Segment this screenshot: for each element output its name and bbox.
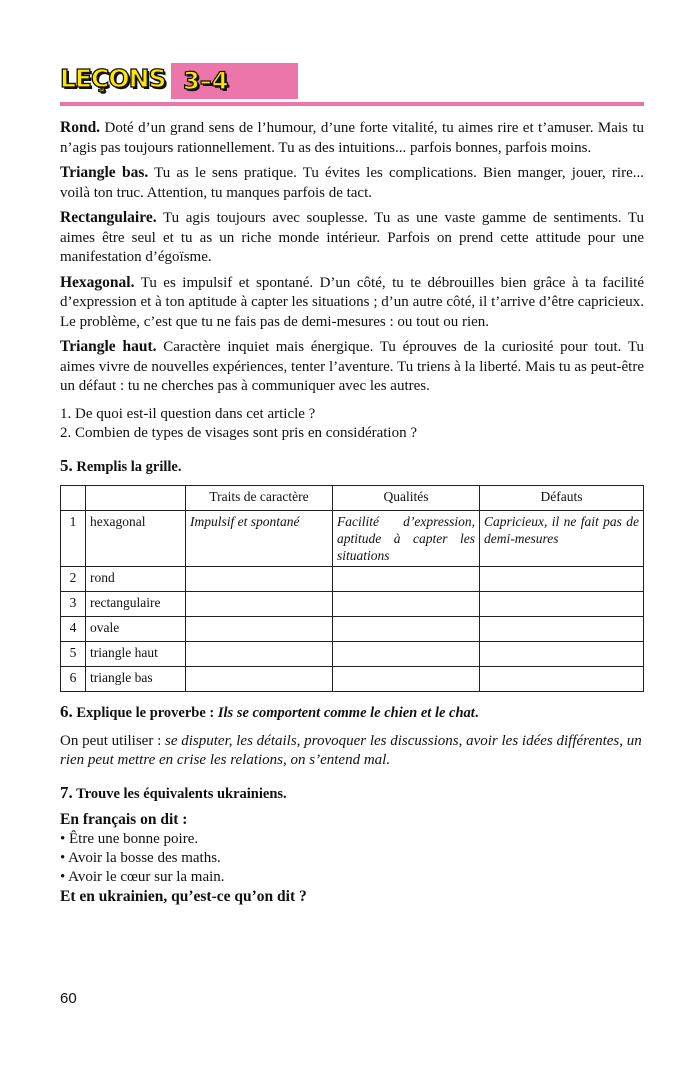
question-2: 2. Combien de types de visages sont pris en considération ?	[60, 425, 418, 441]
table-row	[61, 567, 644, 592]
questions-list	[60, 405, 644, 444]
exercise-number: 6.	[60, 702, 73, 721]
row-defects[interactable]	[480, 617, 644, 642]
proverb: Ils se comportent comme le chien et le chat	[217, 705, 475, 721]
description: Tu as le sens pratique. Tu évites les complications. Bien manger, jouer, rire... voilà ton truc. Attention, tu manques parfois de tact.	[60, 165, 644, 201]
row-qualities[interactable]	[333, 667, 480, 692]
term: Rond.	[60, 119, 101, 136]
description: Tu agis toujours avec souplesse. Tu as une vaste gamme de sentiments. Tu aimes être seul et tu as un riche monde intérieur. Parfois on prend cette attitude pour une manifestation d’égoïsme.	[60, 210, 644, 265]
term: Rectangulaire.	[60, 209, 157, 226]
row-traits[interactable]	[186, 642, 333, 667]
term: Triangle bas.	[60, 164, 149, 181]
french-heading: En français on dit :	[60, 811, 188, 828]
description: Tu es impulsif et spontané. D’un côté, tu te débrouilles bien grâce à ta facilité d’expression et à ton aptitude à capter les situations ; d’un autre côté, il t’arrive d’être capricieux. Le problème, c’est que tu ne fais pas de demi-mesures : ou tout ou rien.	[60, 274, 644, 330]
exercise-5-title	[60, 456, 644, 478]
exercise-instruction: Remplis la grille.	[72, 458, 182, 475]
row-traits[interactable]	[186, 592, 333, 617]
proverb-end: .	[474, 705, 479, 721]
lessons-title: LEÇONS	[60, 64, 166, 93]
table-row	[61, 592, 644, 617]
row-index: 3	[61, 592, 86, 617]
row-shape: triangle haut	[86, 642, 186, 667]
row-defects[interactable]: Capricieux, il ne fait pas de demi-mesures	[480, 511, 644, 567]
expressions-list	[60, 830, 644, 887]
hint-items: se disputer, les détails, provoquer les discussions, avoir les idées différentes, un rien peut mettre en crise les relations, on s’entend mal.	[60, 732, 642, 768]
paragraph-triangle-bas	[60, 163, 644, 203]
row-index: 5	[61, 642, 86, 667]
row-shape: rectangulaire	[86, 592, 186, 617]
list-item: • Être une bonne poire.	[60, 830, 199, 847]
header-shape	[86, 486, 186, 511]
table-row	[61, 667, 644, 692]
row-shape: rond	[86, 567, 186, 592]
row-qualities[interactable]	[333, 617, 480, 642]
row-index: 4	[61, 617, 86, 642]
row-index: 2	[61, 567, 86, 592]
table-row	[61, 511, 644, 567]
row-qualities[interactable]: Facilité d’expression, aptitude à capter les situations	[333, 511, 480, 567]
exercise-number: 5.	[60, 455, 73, 475]
row-defects[interactable]	[480, 592, 644, 617]
list-item: • Avoir le cœur sur la main.	[60, 868, 225, 885]
page-number: 60	[60, 990, 77, 1007]
table-row	[61, 617, 644, 642]
description: Caractère inquiet mais énergique. Tu éprouves de la curiosité pour tout. Tu aimes vivre de nouvelles expériences, tenter l’aventure. Tu triens à la liberté. Mais tu as peut-être un défaut : tu ne cherches pas à communiquer avec les autres.	[60, 339, 644, 394]
header-defects: Défauts	[480, 486, 644, 511]
lesson-number-badge: 3–4	[171, 63, 298, 99]
row-qualities[interactable]	[333, 567, 480, 592]
row-shape: ovale	[86, 617, 186, 642]
grid-header-row	[61, 486, 644, 511]
row-traits[interactable]	[186, 667, 333, 692]
term: Triangle haut.	[60, 338, 157, 355]
row-index: 1	[61, 511, 86, 567]
row-qualities[interactable]	[333, 642, 480, 667]
exercise-instruction: Explique le proverbe :	[72, 705, 218, 721]
term: Hexagonal.	[60, 273, 135, 291]
row-shape: triangle bas	[86, 667, 186, 692]
character-grid	[60, 485, 644, 692]
exercise-7-title	[60, 783, 644, 805]
exercise-6-title	[60, 702, 644, 724]
row-defects[interactable]	[480, 567, 644, 592]
header-index	[61, 486, 86, 511]
row-qualities[interactable]	[333, 592, 480, 617]
row-traits[interactable]: Impulsif et spontané	[186, 511, 333, 567]
header-qualities: Qualités	[333, 486, 480, 511]
hint-prefix: On peut utiliser :	[60, 732, 165, 749]
row-traits[interactable]	[186, 617, 333, 642]
exercise-number: 7.	[60, 782, 73, 802]
description: Doté d’un grand sens de l’humour, d’une forte vitalité, tu aimes rire et t’amuser. Mais tu n’agis pas toujours rationnellement. Tu as des intuitions... parfois bonnes, parfois moins.	[60, 120, 644, 156]
header-traits: Traits de caractère	[186, 486, 333, 511]
row-defects[interactable]	[480, 642, 644, 667]
paragraph-triangle-haut	[60, 337, 644, 397]
row-traits[interactable]	[186, 567, 333, 592]
question-1: 1. De quoi est-il question dans cet article ?	[60, 405, 316, 422]
row-defects[interactable]	[480, 667, 644, 692]
row-shape: hexagonal	[86, 511, 186, 567]
page-content	[60, 118, 644, 906]
row-index: 6	[61, 667, 86, 692]
ukrainian-question: Et en ukrainien, qu’est-ce qu’on dit ?	[60, 887, 307, 905]
header-rule	[60, 102, 644, 106]
paragraph-rond	[60, 118, 644, 158]
table-row	[61, 642, 644, 667]
exercise-6-hint	[60, 732, 644, 771]
exercise-instruction: Trouve les équivalents ukrainiens.	[72, 785, 287, 802]
paragraph-rectangulaire	[60, 208, 644, 268]
list-item: • Avoir la bosse des maths.	[60, 849, 221, 866]
paragraph-hexagonal	[60, 273, 644, 333]
